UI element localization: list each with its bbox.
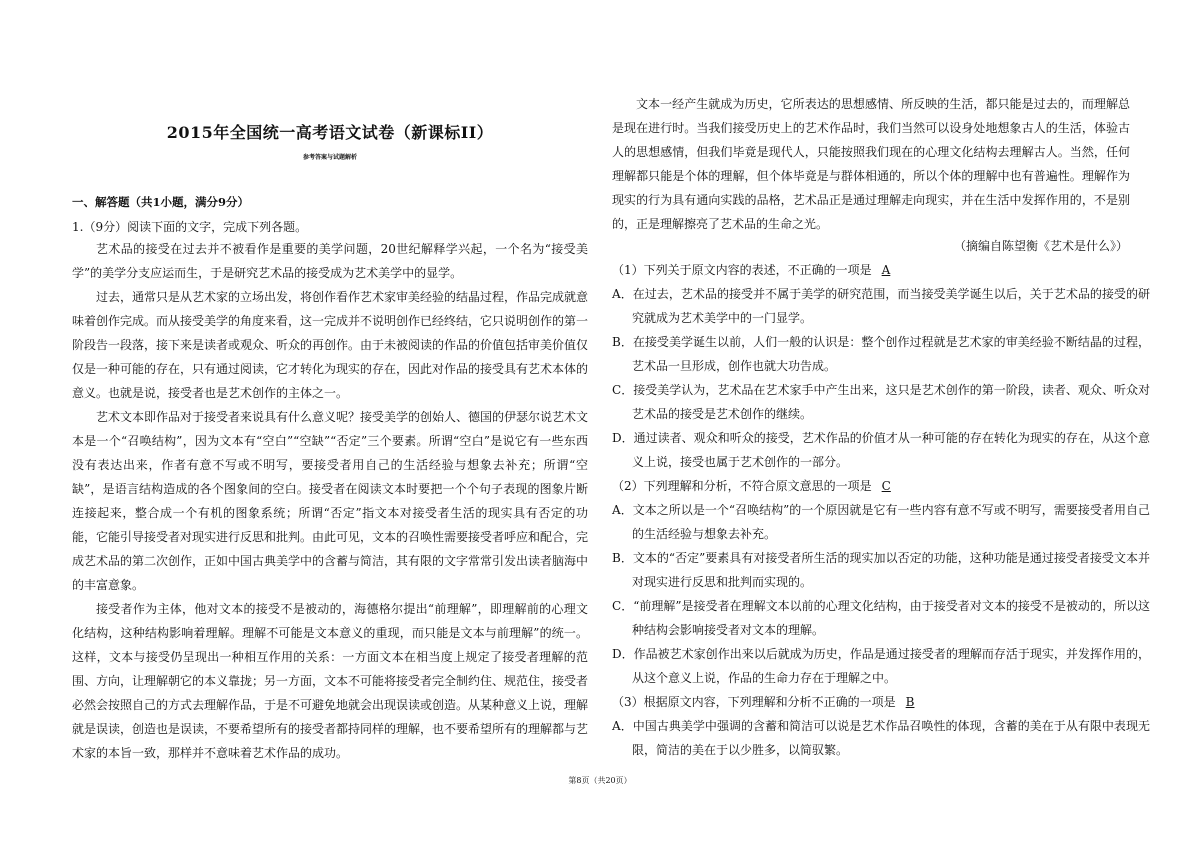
left-paragraph-1: 艺术品的接受在过去并不被看作是重要的美学问题，20世纪解释学兴起，一个名为“接受美学”的美学分支应运而生，于是研究艺术品的接受成为艺术美学中的显学。 [72, 242, 588, 280]
sub-question-3-stem: （3）根据原文内容，下列理解和分析不正确的一项是 B [612, 690, 924, 714]
sub-question-1-option-b: B．在接受美学诞生以前，人们一般的认识是：整个创作过程就是艺术家的审美经验不断结晶的过程，艺术品一旦形成，创作也就大功告成。 [612, 335, 1150, 373]
sub-question-2-option-d: D．作品被艺术家创作出来以后就成为历史，作品是通过接受者的理解而存活于现实，并发挥作用的，从这个意义上说，作品的生命力存在于理解之中。 [612, 647, 1150, 685]
sub-question-1-stem: （1）下列关于原文内容的表述，不正确的一项是 A [612, 258, 900, 282]
sub-question-1-option-d: D．通过读者、观众和听众的接受，艺术作品的价值才从一种可能的存在转化为现实的存在，从这个意义上说，接受也属于艺术创作的一部分。 [612, 431, 1150, 469]
sub-question-1-option-c: C．接受美学认为，艺术品在艺术家手中产生出来，这只是艺术创作的第一阶段，读者、观众、听众对艺术品的接受是艺术创作的继续。 [612, 383, 1150, 421]
sub-question-1-answer: A [881, 263, 891, 277]
section-heading: 一、解答题（共1小题，满分9分） [72, 195, 250, 209]
left-paragraph-2: 过去，通常只是从艺术家的立场出发，将创作看作艺术家审美经验的结晶过程，作品完成就意味着创作完成。而从接受美学的角度来看，这一完成并不说明创作已经终结，它只说明创作的第一阶段告一段落，接下来是读者或观众、听众的再创作。由于未被阅读的作品的价值包括审美价值仅仅是一种可能的存在，只有通过阅读，它才转化为现实的存在，因此对作品的接受具有艺术本体的意义。也就是说，接受者也是艺术创作的主体之一。 [72, 290, 589, 400]
sub-question-2-option-a: A．文本之所以是一个“召唤结构”的一个原因就是它有一些内容有意不写或不明写，需要接受者用自己的生活经验与想象去补充。 [612, 503, 1150, 541]
sub-question-1-option-a: A．在过去，艺术品的接受并不属于美学的研究范围，而当接受美学诞生以后，关于艺术品的接受的研究就成为艺术美学中的一门显学。 [612, 287, 1150, 325]
left-paragraph-4: 接受者作为主体，他对文本的接受不是被动的，海德格尔提出“前理解”，即理解前的心理文化结构，这种结构影响着理解。理解不可能是文本意义的重现，而只能是文本与前理解”的统一。这样，文本与接受仍呈现出一种相互作用的关系：一方面文本在相当度上规定了接受者理解的范围、方向，让理解朝它的本义靠拢；另一方面，文本不可能将接受者完全制约住、规范住，接受者必然会按照自己的方式去理解作品，于是不可避免地就会出现误读或创造。从某种意义上说，理解就是误读，创造也是误读，不要希望所有的接受者都持同样的理解，也不要希望所有的理解都与艺术家的本旨一致，那样并不意味着艺术作品的成功。 [72, 602, 589, 760]
page-subtitle: 参考答案与试题解析 [302, 154, 357, 161]
sub-question-3-answer: B [905, 695, 915, 709]
question-1-stem: 1.（9分）阅读下面的文字，完成下列各题。 [72, 220, 308, 234]
sub-question-2-stem: （2）下列理解和分析，不符合原文意思的一项是 C [612, 474, 901, 498]
left-paragraph-3: 艺术文本即作品对于接受者来说具有什么意义呢？接受美学的创始人、德国的伊瑟尔说艺术文本是一个“召唤结构”，因为文本有“空白”“空缺”“否定”三个要素。所谓“空白”是说它有一些东西没有表达出来，作者有意不写或不明写，要接受者用自己的生活经验与想象去补充；所谓“空缺”，是语言结构造成的各个图象间的空白。接受者在阅读文本时要把一个个句子表现的图象片断连接起来，整合成一个有机的图象系统；所谓“否定”指文本对接受者生活的现实具有否定的功能，它能引导接受者对现实进行反思和批判。由此可见，文本的召唤性需要接受者呼应和配合，完成艺术品的第二次创作，正如中国古典美学中的含蓄与简洁，其有限的文字常常引发出读者脑海中的丰富意象。 [72, 410, 589, 592]
right-paragraph: 文本一经产生就成为历史，它所表达的思想感情、所反映的生活，都只能是过去的，而理解总是现在进行时。当我们接受历史上的艺术作品时，我们当然可以设身处地想象古人的生活，体验古人的思想感情，但我们毕竟是现代人，只能按照我们现在的心理文化结构去理解古人。当然，任何理解都只能是个体的理解，但个体毕竟是与群体相通的，所以个体的理解中也有普遍性。理解作为现实的行为具有通向实践的品格，艺术品正是通过理解走向现实，并在生活中发挥作用的，不是别的，正是理解擦亮了艺术品的生命之光。 [612, 97, 1130, 231]
page-title: 2015年全国统一高考语文试卷（新课标II） [166, 123, 494, 142]
page-footer: 第8页（共20页） [568, 776, 632, 785]
source-citation: （摘编自陈望衡《艺术是什么》） [953, 239, 1128, 253]
sub-question-2-answer: C [881, 479, 891, 493]
sub-question-2-option-b: B．文本的“否定”要素具有对接受者所生活的现实加以否定的功能，这种功能是通过接受者接受文本并对现实进行反思和批判而实现的。 [612, 551, 1150, 589]
sub-question-2-option-c: C．“前理解”是接受者在理解文本以前的心理文化结构，由于接受者对文本的接受不是被动的，所以这种结构会影响接受者对文本的理解。 [612, 599, 1150, 637]
sub-question-3-option-a: A．中国古典美学中强调的含蓄和简洁可以说是艺术作品召唤性的体现，含蓄的美在于从有限中表现无限，简洁的美在于以少胜多，以简驭繁。 [612, 719, 1150, 757]
